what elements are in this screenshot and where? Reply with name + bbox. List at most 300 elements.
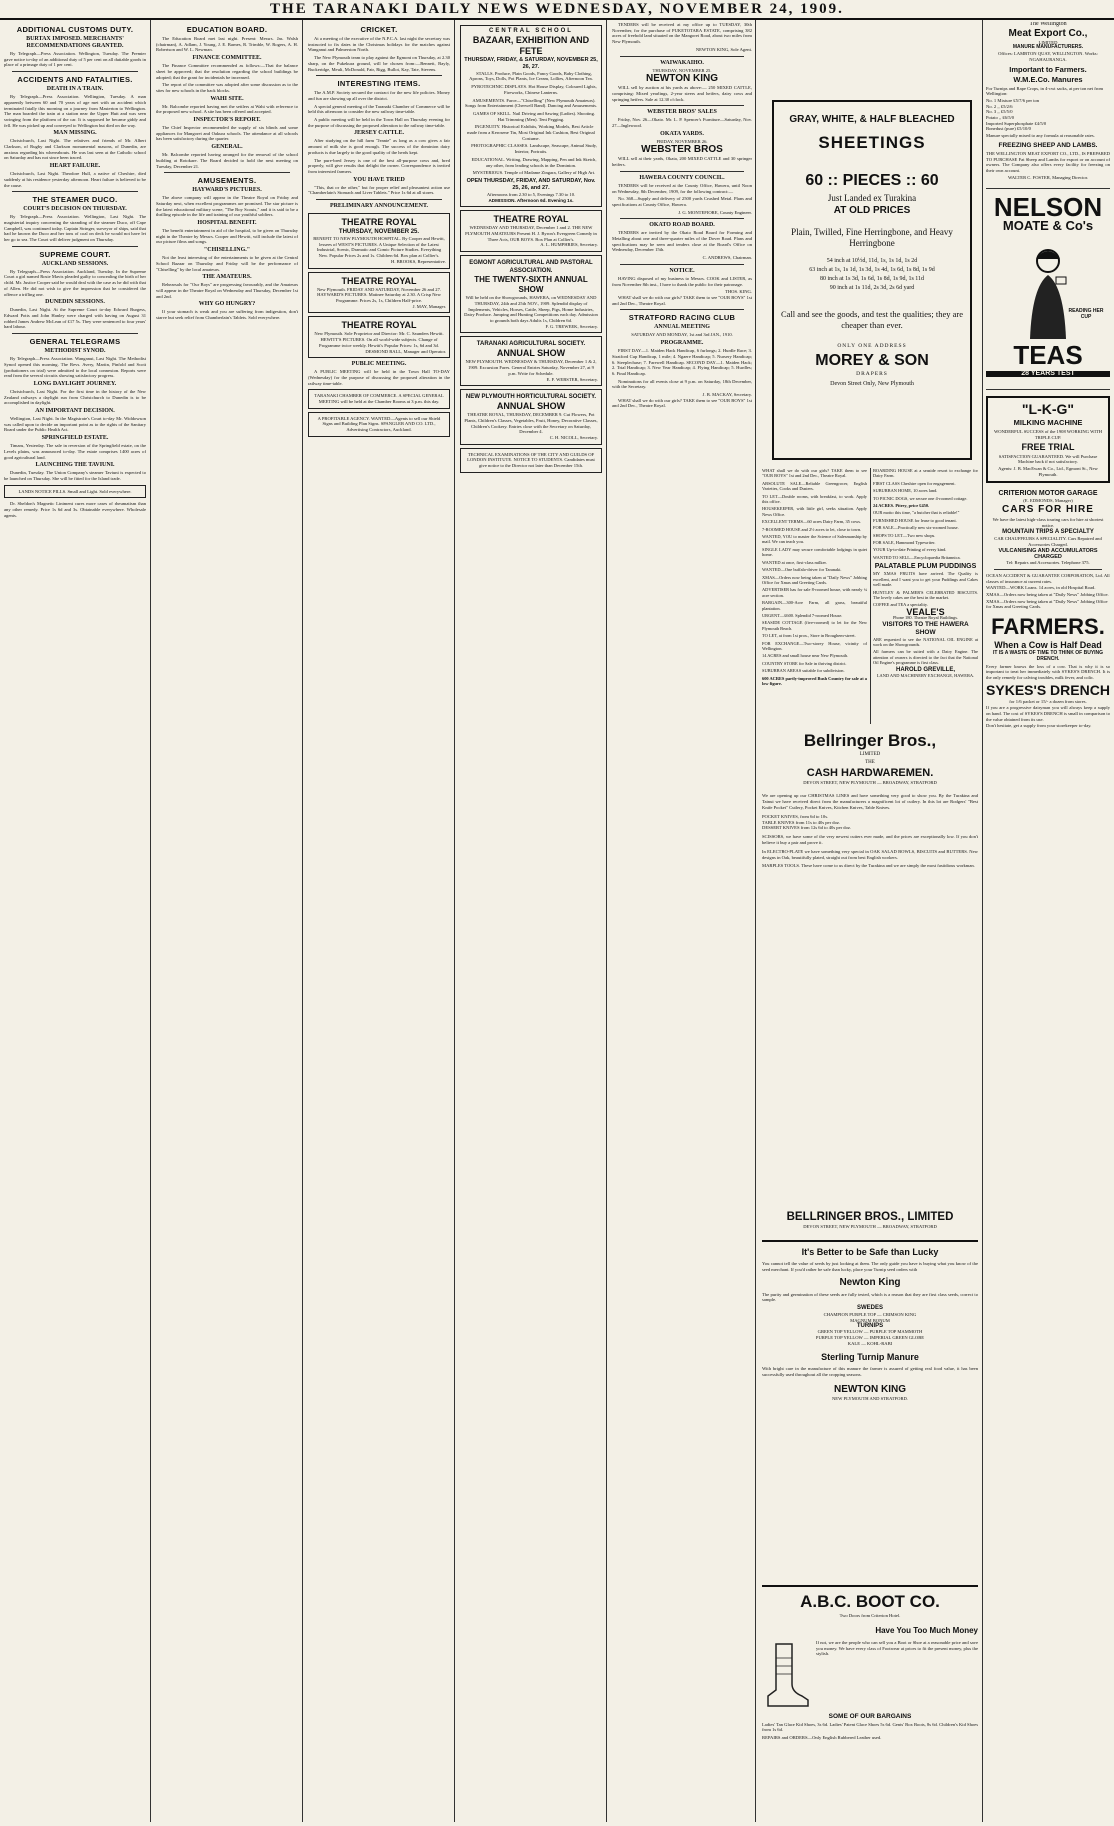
ad-body: REPAIRS and ORDERS—Only English Rubbered Leather used. bbox=[762, 1735, 882, 1741]
classified: OCEAN ACCIDENT & GUARANTEE CORPORATION, Ltd. All classes of insurance at current rates. bbox=[986, 572, 1110, 584]
classified: EXCELLENT TERMS—60 acres Dairy Farm, 35 cows. bbox=[762, 519, 862, 525]
ad-body: For Turnips and Rape Crops, in 4-cwt sacks, at per ton net from Wellington: bbox=[986, 85, 1104, 97]
auctioneer-name: NEWTON KING bbox=[645, 73, 719, 85]
ad-body: We have the latest high-class touring cars for hire at shortest notice. bbox=[992, 517, 1104, 528]
notice-text: TENDERS are invited by the Okato Road Board for Forming and Metalling about one and three-quarter miles of the Dover Road. Plans and specifications may be seen and tenders close at the Board's Office on Wednesday, December 15th. bbox=[612, 230, 752, 253]
ad-title: CASH HARDWAREMEN. bbox=[806, 766, 934, 779]
article-text: The report of the committee was adopted after some discussion as to the sites for new schools in the back blocks. bbox=[156, 82, 298, 93]
price-line: No. 1 Mixture £5/7/6 per ton bbox=[986, 97, 1040, 103]
headline: INTERESTING ITEMS. bbox=[337, 79, 421, 89]
notice-date: FRIDAY, NOVEMBER 26. bbox=[656, 138, 708, 144]
classified: FOR SALE, Hammond Typewriter. bbox=[873, 540, 936, 546]
classified: XMAS—Orders now being taken at "Daily News" Jobbing Office. bbox=[986, 592, 1109, 598]
ad-company-name: Newton King bbox=[839, 1276, 901, 1288]
ad-company-name: A.B.C. BOOT CO. bbox=[800, 1592, 940, 1611]
classified: COUNTRY STORE for Sale in thriving district. bbox=[762, 660, 847, 666]
ad-title: It's Better to be Safe than Lucky bbox=[801, 1247, 939, 1257]
ad-body: WEDNESDAY AND THURSDAY, December 1 and 2. THE NEW PLYMOUTH AMATEURS Present H. J. Byron's Evergreen Comedy in Three Acts, OUR BOYS. Box Plan at Collier's. bbox=[465, 225, 597, 242]
subheadline: INSPECTOR'S REPORT. bbox=[193, 117, 261, 124]
article-text: The A.M.P. Society secured the contract for the new life policies. Money and fun are showing up all over the district. bbox=[308, 90, 450, 101]
advertisement-newton-king-seeds bbox=[762, 1240, 978, 1586]
column-rule bbox=[606, 20, 607, 1822]
ad-text: (E. EDMONDS, Manager) bbox=[1023, 497, 1073, 503]
price-line: 80 inch at 1s 3d, 1s 6d, 1s 8d, 1s 9d, 1s 11d bbox=[819, 276, 925, 282]
article-text: By Telegraph—Press Association. Auckland, Tuesday. In the Supreme Court a girl named Rosie Mavis pleaded guilty to concealing the birth of her child. Mr. Justice Cooper said he would deal with the case as he did with that of Allen. He did not wish to give the impression that he considered the offence a trifling one. bbox=[4, 268, 146, 297]
classified: BARGAIN—300-Acre Farm, all grass, beautiful plantation. bbox=[762, 600, 867, 611]
seed-list: PURPLE TOP YELLOW — IMPERIAL GREEN GLOBE bbox=[815, 1335, 925, 1341]
subheadline: COURT'S DECISION ON THURSDAY. bbox=[23, 206, 127, 213]
ad-heading: GRAY, WHITE, & HALF BLEACHED bbox=[789, 114, 955, 125]
article-text: Wellington, Last Night. In the Magistrate's Court to-day Mr. Widdowson was called upon to decide an important point as to the rights of the Sanitary Board under the Public Health Act. bbox=[4, 416, 146, 433]
ad-body: STALLS. Produce, Plain Goods, Fancy Goods, Baby Clothing, Aprons, Toys, Dolls, Pot Plants, Ice Cream, Lollies, Afternoon Tea. bbox=[469, 70, 593, 82]
column-right bbox=[986, 22, 1110, 1822]
classified: FIRST CLASS Cheshire open for engagement. bbox=[873, 480, 956, 486]
classified: WANTED, YOU to master the Science of Salesmanship by mail. We can teach you. bbox=[762, 534, 867, 545]
classified: 7-ROOMED HOUSE and 2½ acres to let, close to town. bbox=[762, 526, 862, 532]
notice-signature: THOS. KING. bbox=[725, 289, 752, 295]
classified: FURNISHED HOUSE for lease to good tenant. bbox=[873, 517, 957, 523]
subheadline: DUNEDIN SESSIONS. bbox=[45, 299, 105, 306]
price-line: 54 inch at 10½d, 11d, 1s, 1s 1d, 1s 2d bbox=[826, 258, 918, 264]
article-text: Mr. Balcombe reported having arranged for the removal of the school building at Rotokare. The Board decided to hold the next meeting on Tuesday, December 21. bbox=[156, 152, 298, 169]
subheadline: HAWERA COUNTY COUNCIL. bbox=[639, 174, 725, 181]
divider bbox=[12, 71, 138, 72]
column-rule bbox=[454, 20, 455, 1822]
divider bbox=[164, 172, 290, 173]
article-text: The above company will appear in the Theatre Royal on Friday and Saturday next, when excellent programmes are promised. The star picture is the latest educational military scene, "The Boy Scouts," and it is said to be a thrilling episode in the life and training of our youthful soldiers. bbox=[156, 195, 298, 218]
divider bbox=[620, 309, 744, 310]
ad-title: THEATRE ROYAL bbox=[341, 320, 417, 331]
ad-admission: ADMISSION. Afternoon 6d. Evening 1s. bbox=[488, 197, 574, 203]
divider bbox=[316, 199, 442, 200]
article-text: Christchurch, Last Night. The relatives and friends of Mr. Albert Clarkson, of Rugby and Clarkson monumental masons, of Dunedin, are anxious regarding his whereabouts. He was last seen at the Catholic school on Saturday and has not since been traced. bbox=[4, 138, 146, 161]
ad-header: CENTRAL SCHOOL bbox=[489, 28, 573, 34]
article-text: "This, that or the other," but for proper relief and pleasantest action use "Chamberlain's Stomach and Liver Tablets." Price 1s 6d at all stores. bbox=[308, 184, 450, 196]
ad-company-name: Bellringer Bros., bbox=[803, 731, 937, 750]
article-text: The New Plymouth team to play against the Egmont on Thursday, at 2.30 sharp, on the Pukekura ground, will be chosen from:—Bennett, Bayly, Buckeridge, Meuli, McDonald, Fair, Rigg, Bullot, Kay, Tate, Stevens. bbox=[308, 55, 450, 72]
article-text: The Finance Committee recommended as follows:—That the balance sheet be approved; that the resolution regarding the school buildings be adopted; that the grant for incidentals be increased. bbox=[156, 63, 298, 80]
article-text: By Telegraph—Press Association. Wellington, Tuesday. A man apparently between 60 and 70 years of age met with an accident which terminated fatally this morning on a journey from Masterton to Wellington. The man boarded the train at a station near the Upper Hutt and was seen swinging from the platform of the car. It is supposed he became giddy and fell. He was picked up and conveyed to Wellington but died on the way. bbox=[4, 94, 146, 128]
divider bbox=[620, 264, 744, 265]
ad-address: Agents: J. B. MacEwan & Co., Ltd., Egmont St., New Plymouth. bbox=[998, 466, 1098, 477]
headline: ACCIDENTS AND FATALITIES. bbox=[17, 75, 133, 85]
ad-company-name: NEWTON KING bbox=[833, 1384, 907, 1396]
price-line: No. 2 ,, £5/2/6 bbox=[986, 103, 1013, 109]
advertisement-our-boys bbox=[460, 210, 602, 252]
ad-signature: A. L. HUMPHRIES, Secretary. bbox=[540, 242, 598, 248]
ad-body: NEW PLYMOUTH. WEDNESDAY & THURSDAY, December 1 & 2, 1909. Excursion Fares. General Entries Saturday, November 27, at 9 p.m. Write for Schedule. bbox=[465, 359, 597, 376]
column-4 bbox=[460, 22, 602, 1822]
price-line: No. 3 ,, £5/5/0 bbox=[986, 109, 1013, 115]
ad-body: Will be held on the Showgrounds, HAWERA, on WEDNESDAY AND THURSDAY, 24th and 25th NOV., 1909. Splendid display of Implements, Vehicles, Horses, Cattle, Sheep, Pigs, Home Industries, Dairy Produce. Jumping and Hunting Competitions each day. Admission to grounds both days Adults 1s, Children 6d. bbox=[464, 295, 598, 323]
ad-title: FARMERS. bbox=[991, 614, 1105, 640]
headline: THE STEAMER DUCO. bbox=[32, 195, 118, 205]
ad-body: HUNTLEY & PALMER'S CELEBRATED BISCUITS. The lovely cakes are the best in the market. bbox=[873, 589, 978, 600]
divider bbox=[316, 75, 442, 76]
ad-body: Don't hesitate, get a supply from your storekeeper to-day. bbox=[986, 723, 1092, 729]
classified: URGENT—£600. Splendid 7-roomed House. bbox=[762, 612, 843, 618]
ad-address: Offices: LAMBTON QUAY, WELLINGTON. Works: NGAHAURANGA. bbox=[998, 51, 1098, 62]
headline: ADDITIONAL CUSTOMS DUTY. bbox=[16, 25, 134, 34]
notice-text: WHAT shall we do with our girls? TAKE them to see "OUR BOYS" 1st and 2nd Dec., Theatre Royal. bbox=[612, 397, 752, 409]
ad-address: Phone 180. Theatre Royal Buildings. bbox=[892, 615, 959, 621]
ad-body: MARPLES TOOLS. These have come to us direct by the Turakina and we are simply the most fastidious workman. bbox=[762, 863, 975, 869]
notice-text: Friday, Nov. 26—Okato. Mr. L. P. Spencer's Furniture—Saturday, Nov. 27—Inglewood. bbox=[612, 117, 752, 129]
notice-text: WHAT shall we do with our girls? TAKE them to see "OUR BOYS" 1st and 2nd Dec., Theatre Royal. bbox=[612, 294, 752, 306]
advertisement-lkg-milking bbox=[986, 396, 1110, 482]
subheadline: MAN MISSING. bbox=[53, 130, 97, 137]
ad-text: Tel: Repairs and Accessories. Telephone 375. bbox=[1006, 560, 1090, 566]
ad-body: COFFEE and TEA a speciality. bbox=[873, 602, 928, 608]
divider bbox=[620, 171, 744, 172]
ad-body: SATISFACTION GUARANTEED. We will Purchase Machine back if not satisfactory. bbox=[998, 453, 1098, 465]
ad-company-name: CRITERION MOTOR GARAGE bbox=[998, 489, 1098, 497]
headline: CRICKET. bbox=[360, 25, 398, 34]
ad-signature: H. BROOKS, Representative. bbox=[391, 258, 446, 264]
seed-list: MAGNUM BONUM bbox=[850, 1317, 890, 1323]
ad-title: NEW PLYMOUTH HORTICULTURAL SOCIETY. bbox=[465, 394, 597, 401]
ad-text: DRAPERS bbox=[856, 371, 888, 377]
ad-company-name: MOREY & SON bbox=[815, 352, 929, 369]
ad-body: Afternoons from 2.30 to 5, Evenings 7.30 to 10. bbox=[486, 191, 576, 197]
ad-title: SHEETINGS bbox=[818, 133, 926, 152]
ad-body: All farmers can be suited with a Dairy Engine. The attention of owners is directed to the fact that the National Oil Engine's programme is first class. bbox=[873, 649, 978, 666]
column-rule bbox=[150, 20, 151, 1822]
ad-body: GAMES OF SKILL. Nail Driving and Sawing (Ladies). Shooting. Hat Trimming (Men). Tent Pegging. bbox=[472, 110, 596, 122]
article-text: Christchurch, Last Night. For the first time in the history of the New Zealand railways a daylight run from Christchurch to Dunedin is to be accomplished in daylight. bbox=[4, 388, 146, 406]
classified: SHOPS TO LET—Two new shops. bbox=[873, 532, 936, 538]
ad-title: CARS FOR HIRE bbox=[1002, 504, 1094, 516]
classified: SEASIDE COTTAGE (five-roomed) to let for the New Plymouth Beach. bbox=[762, 620, 867, 631]
ad-body: Ladies' Tan Glace Kid Shoes, 3s 6d. Ladies' Patent Glace Shoes 5s 6d. Gents' Box Boots, 8s 6d. Children's Kid Shoes from 1s 6d. bbox=[762, 1721, 978, 1733]
classified: TO LET, at from 1st prox., Store in Broughem-street. bbox=[762, 633, 856, 639]
ad-title: PALATABLE PLUM PUDDINGS bbox=[874, 563, 977, 571]
ad-title: W.M.E.Co. Manures bbox=[1013, 74, 1083, 84]
ad-address: NEW PLYMOUTH AND STRATFORD. bbox=[831, 1396, 909, 1402]
ad-title: When a Cow is Half Dead bbox=[994, 640, 1102, 651]
ad-body: THE WELLINGTON MEAT EXPORT CO., LTD., IS PREPARED TO PURCHASE Fat Sheep and Lambs for export or on account of owners. The Company also offers every facility for freezing on their own account. bbox=[986, 150, 1110, 173]
divider bbox=[994, 569, 1102, 570]
classified: 24 ACRES. Pitrey, price £450. bbox=[873, 503, 930, 509]
subheadline: PRELIMINARY ANNOUNCEMENT. bbox=[329, 203, 429, 210]
advertisement: LANDS NOTICE PILLS. Small and Light. Sold everywhere. bbox=[4, 485, 146, 499]
article-text: At a meeting of the executive of the N.P.C.A. last night the secretary was instructed to fix dates in the Christmas holidays for the matches against Wanganui and Palmerston North. bbox=[308, 36, 450, 53]
ad-text: for 1/6 packet or 15/- a dozen from stores. bbox=[1009, 698, 1087, 704]
price-line: POCKET KNIVES, from 6d to 10s. bbox=[762, 813, 829, 819]
ad-body: The purity and germination of these seeds are fully tested, which is a reason that they are first class seeds, correct to sample. bbox=[762, 1291, 978, 1303]
ad-date: OPEN THURSDAY, FRIDAY, AND SATURDAY, Nov. 25, 26, and 27. bbox=[466, 177, 596, 191]
subheadline: HAYWARD'S PICTURES. bbox=[192, 187, 262, 194]
subheadline: WEBSTER BROS' SALES bbox=[647, 109, 717, 116]
ad-text: ONLY ONE ADDRESS bbox=[837, 343, 907, 349]
classified: HOUSEKEEPER, with little girl, seeks situation. Apply News Office. bbox=[762, 506, 867, 517]
notice-text: TENDERS will be received at the County Office, Hawera, until Noon on Wednesday, 8th December, 1909, for the following contract:— bbox=[612, 182, 752, 194]
ad-body: CAR CHAUFFEURS A SPECIALITY. Cars Repaired and Accessories Charged. bbox=[994, 536, 1102, 548]
ad-title: Sterling Turnip Manure bbox=[821, 1351, 919, 1362]
ad-brand: "L-K-G" bbox=[1021, 401, 1075, 418]
ad-signature: E. F. WEBSTER, Secretary. bbox=[546, 376, 598, 382]
article-text: Dr. Sheldon's Magnetic Liniment cures more cases of rheumatism than any other remedy. Price 1s 6d and 3s. Obtainable everywhere. Wholesale agents. bbox=[4, 501, 146, 518]
advertisement-bazaar bbox=[460, 25, 602, 207]
advertisement-theatre-hayward bbox=[308, 272, 450, 314]
subheadline: JERSEY CATTLE. bbox=[353, 130, 404, 137]
notice-text: Nominations for all events close at 9 p.m. on Saturday, 18th December, with the Secretary. bbox=[612, 378, 752, 390]
ad-address: LAND AND MACHINERY EXCHANGE, HAWERA. bbox=[876, 672, 975, 678]
classified: SINGLE LADY may secure comfortable lodgings in quiet home. bbox=[762, 546, 867, 558]
ad-address: DEVON STREET, NEW PLYMOUTH — BROADWAY, STRATFORD bbox=[803, 779, 937, 785]
ad-body: If you are a progressive dairyman you will always keep a supply on hand. The cost of SYKES'S DRENCH is small in comparison to the value obtained from its use. bbox=[986, 705, 1110, 722]
ad-subtitle: ANNUAL SHOW bbox=[496, 401, 566, 412]
notice-signature: J. B. MACKAY, Secretary. bbox=[702, 392, 752, 398]
divider bbox=[12, 333, 138, 334]
ad-text: MANURE MANUFACTURERS. bbox=[1012, 44, 1084, 51]
subheadline: THE AMATEURS. bbox=[202, 274, 252, 281]
ad-title: FREE TRIAL bbox=[1021, 441, 1075, 452]
ad-body: INGENUITY. Historical Exhibits, Working Models, Best Article made from a Kerosene Tin, Most Original Ink Cushion, Best Original Costume. bbox=[467, 124, 595, 141]
article-text: If your stomach is weak and you are suffering from indigestion, don't starve but seek relief from Chamberlain's Tablets. Sold everywhere. bbox=[156, 309, 298, 321]
classified: XMAS—Orders now being taken at "Daily News" Jobbing Office for Xmas and Greeting Cards. bbox=[762, 574, 867, 585]
seed-list: KALE — KOHL-RABI bbox=[847, 1340, 893, 1346]
classified: 14 ACRES and small house near New Plymouth. bbox=[762, 653, 849, 659]
ad-body: ARE requested to see the NATIONAL OIL ENGINE at work on the Showgrounds. bbox=[873, 636, 978, 647]
ad-text: LIMITED bbox=[1038, 39, 1058, 45]
ad-text: AT OLD PRICES bbox=[833, 205, 911, 216]
ad-company-name: VEALE'S bbox=[906, 606, 945, 617]
ad-text: The Wellington bbox=[1029, 22, 1067, 27]
ad-title: MOUNTAIN TRIPS A SPECIALTY bbox=[1002, 528, 1094, 535]
advertisement-criterion-garage bbox=[986, 489, 1110, 566]
divider bbox=[12, 191, 138, 192]
ad-body: You cannot tell the value of seeds by just looking at them. The only guide you have is buying what you know of the seed merchant. If you'd rather be safe than lucky, place your Turnip seed orders with bbox=[762, 1261, 978, 1272]
subheadline: WAIWAKAIHO. bbox=[660, 59, 704, 66]
ad-text: Plain, Twilled, Fine Herringbone, and Heavy Herringbone bbox=[791, 227, 953, 248]
article-text: Timaru, Yesterday. The sale in reversion of the Springfield estate, on the Levels plains, was announced to-day. The estate comprises 1400 acres of good agricultural land. bbox=[4, 443, 146, 460]
ad-brand: NELSON bbox=[993, 192, 1103, 223]
ad-company-name: HAROLD GREVILLE, bbox=[895, 666, 955, 673]
article-text: A public meeting will be held in the Town Hall on Thursday evening for the purpose of discussing the proposed alteration to the railway time-table. bbox=[308, 117, 450, 128]
ad-text: 28 YEARS TEST bbox=[986, 371, 1110, 377]
article-text: Rehearsals for "Our Boys" are progressing favourably, and the Amateurs will appear in the Theatre Royal on Wednesday and Thursday, December 1st and 2nd. bbox=[156, 282, 298, 299]
ad-title: BAZAAR, EXHIBITION AND FETE bbox=[472, 34, 590, 56]
notice-text: WILL sell by auction at his yards as above:— 250 MIXED CATTLE, comprising: Mixed yearlings, 2-year steers and heifers, dairy cows and springing heifers. Sale at 12.30 o'clock. bbox=[612, 85, 752, 102]
classified: 600 ACRES partly-improved Bush Country for sale at a low figure. bbox=[762, 675, 867, 686]
ad-body: WONDERFUL SUCCESS of the 1908 WORKING WITH TRIPLE CUP. bbox=[993, 429, 1103, 441]
price-line: DESSERT KNIVES from 12s 6d to 40s per doz. bbox=[762, 825, 852, 831]
ad-title: THEATRE ROYAL bbox=[341, 217, 417, 228]
ad-subhead: SWEDES bbox=[856, 1305, 883, 1312]
ad-subtitle: THE TWENTY-SIXTH ANNUAL SHOW bbox=[474, 275, 588, 295]
advertisement-horticultural bbox=[460, 389, 602, 445]
ad-title: THEATRE ROYAL bbox=[493, 214, 569, 225]
notice-text: TENDERS will be received at my office up to TUESDAY, 30th November, for the purchase of PUKETOTARA ESTATE, comprising 382 acres of freehold land situated on the Mangorei Road, about two miles from New Plymouth. bbox=[612, 22, 752, 45]
subheadline: NOTICE. bbox=[669, 267, 695, 274]
subheadline: SPRINGFIELD ESTATE. bbox=[41, 435, 109, 442]
ad-address: Devon Street Only, New Plymouth bbox=[830, 381, 914, 387]
article-text: The Chief Inspector recommended the supply of six blinds and some appliances for Mangorei and Oakura schools. The attendance at all schools has been satisfactory during the quarter. bbox=[156, 125, 298, 142]
ad-company-name: BELLRINGER BROS., LIMITED bbox=[786, 1211, 954, 1223]
ad-body: Manure specially mixed to any formula at reasonable rates. bbox=[986, 133, 1095, 139]
column-rule bbox=[982, 20, 983, 1822]
ad-brand: TEAS bbox=[1013, 340, 1083, 371]
ad-body: We are opening up our CHRISTMAS LINES and have something very good to show you. By the Turakina and Tainui we have received direct from the manufacturers a magnificent lot of cutlery. In this lot are Rodgers' "Best Knife Pocket" Cutlery, Pocket Knives, Kitchen Knives, Table Knives. bbox=[762, 793, 978, 810]
ad-body: EDUCATIONAL. Writing, Drawing, Mapping, Pen and Ink Sketch, any other, from leading schools in the Dominion. bbox=[471, 156, 597, 168]
ad-title: Have You Too Much Money bbox=[875, 1625, 978, 1635]
headline: GENERAL TELEGRAMS bbox=[29, 337, 121, 347]
subheadline: DEATH IN A TRAIN. bbox=[46, 86, 104, 93]
article-text: Christchurch, Last Night. Theodore Hull, a native of Cheshire, died suddenly at his residence yesterday afternoon. Heart failure is believed to be the cause. bbox=[4, 171, 146, 188]
ad-body: MYSTERIOUS. Temple of Madame Zingara, Gallery of High Art. bbox=[472, 170, 596, 176]
classified: WHAT shall we do with our girls? TAKE them to see "OUR BOYS" 1st and 2nd Dec., Theatre Royal. bbox=[762, 468, 867, 479]
advertisement-taranaki-show bbox=[460, 336, 602, 386]
ad-signature: DESMOND BALL, Manager and Operator. bbox=[365, 348, 446, 354]
subheadline: HEART FAILURE. bbox=[49, 163, 101, 170]
subheadline: WAHI SITE. bbox=[210, 95, 244, 102]
classified: WANTED at once, first-class milker. bbox=[762, 559, 827, 565]
column-rule bbox=[302, 20, 303, 1822]
classified: FOR EXCHANGE—Two-storey House, vicinity of Wellington. bbox=[762, 640, 867, 651]
article-text: The benefit entertainment in aid of the hospital, to be given on Thursday night in the Theatre by Messrs. Cooper and Hewitt, will include the latest of our picture films and songs. bbox=[156, 228, 298, 245]
subheadline: METHODIST SYNOD. bbox=[44, 348, 106, 355]
subheadline: OKATA YARDS. bbox=[660, 130, 704, 137]
article-text: The Education Board met last night. Present: Messrs. Jas. Walsh (chairman), A. Adlam, J. Young, J. E. Barnes, R. Trimble, W. Rogers, A. H. Robertson and W. L. Newman. bbox=[156, 36, 298, 53]
column-2 bbox=[156, 22, 298, 1822]
ad-body: THEATRE ROYAL, THURSDAY, DECEMBER 9. Cut Flowers, Pot Plants, Children's Classes, Vegetables, Fruit, Honey, Decorative Classes, Children's Cookery. Entries close with the Secretary on Saturday, December 4. bbox=[464, 412, 598, 435]
price-line: 63 inch at 1s, 1s 1d, 1s 3d, 1s 4d, 1s 6d, 1s 8d, 1s 9d bbox=[809, 267, 935, 273]
advertisement-theatre-benefit bbox=[308, 213, 450, 269]
headline: STRATFORD RACING CLUB bbox=[628, 313, 736, 323]
notice-date: THURSDAY, NOVEMBER 25. bbox=[652, 67, 712, 73]
classified: WANTED—One buffalo-driver for Taranaki. bbox=[762, 567, 842, 573]
advertisement: A PROFITABLE AGENCY. WANTED—Agents to sell our Shield Signs and Building Plan Signs. SPANGLER AND CO. LTD., Advertising Contractors, Auckland. bbox=[308, 412, 450, 437]
article-text: By Telegraph—Press Association. Wellington, Tuesday. The Premier gave notice to-day of an additional duty of 5 per cent on all dutiable goods in place of a primage duty of 1 per cent. bbox=[4, 51, 146, 68]
ad-body: In ELECTRO-PLATE we have something very special in OAK SALAD BOWLS, BISCUITS and BUTTERS. New designs in Oak, beautifully plated, straight out from best English workers. bbox=[762, 848, 978, 860]
seed-list: CHAMPION PURPLE TOP — CRIMSON KING bbox=[823, 1311, 917, 1317]
classified: OUR motto this time, "a butcher that is reliable!" bbox=[873, 510, 960, 516]
ad-text: IT IS A WASTE OF TIME TO THINK OF BUYING DRENCH. bbox=[992, 650, 1104, 662]
column-3 bbox=[308, 22, 450, 1822]
notice-text: FIRST DAY—1. Maiden Hack Handicap, 6 furlongs; 2. Hurdle Race; 3. Stratford Cup Handicap, 1 mile; 4. Ngaere Handicap; 5. Nursery Handicap; 6. Steeplechase; 7. Farewell Handicap. SECOND DAY—1. Maiden Hack; 2. Trial Handicap; 3. New Year Handicap; 4. Flying Handicap; 5. Hurdles; 6. Final Handicap. bbox=[612, 348, 752, 376]
ad-body: New Plymouth. Sole Proprietor and Director: Mr. C. Saunders Hewitt. HEWITT'S PICTURES. On all world-wide subjects. Change of Programme twice weekly. Hewitt's Popular Prices: 1s, 6d and 3d. bbox=[314, 331, 444, 348]
classifieds-block bbox=[762, 468, 978, 724]
ad-pieces: 60 :: PIECES :: 60 bbox=[805, 172, 939, 189]
ad-body: AMUSEMENTS. Farce—"Chiselling" (New Plymouth Amateurs). Songs from Entertainment (Cherwell Band). Dancing and Amusements. bbox=[464, 97, 598, 109]
classified: SUBURBAN AREAS suitable for subdivision. bbox=[762, 668, 845, 674]
divider bbox=[620, 105, 744, 106]
subheadline: LONG DAYLIGHT JOURNEY. bbox=[33, 380, 117, 387]
notice-signature: NEWTON KING, Sole Agent. bbox=[695, 46, 752, 52]
classified: FOR SALE—Practically new six-roomed house. bbox=[873, 525, 959, 531]
column-5 bbox=[612, 22, 752, 1822]
ad-title: EGMONT AGRICULTURAL AND PASTORAL ASSOCIATION. bbox=[469, 260, 593, 275]
ad-text: READING HER CUP bbox=[1068, 308, 1104, 321]
divider bbox=[620, 56, 744, 57]
ad-body: BENEFIT TO NEW PLYMOUTH HOSPITAL. By Cooper and Hewitt, lessees of WEST'S PICTURES. A Unique Selection of the Latest Industrial, Scenic, Dramatic and Comic Picture Studies. Everything New. Popular Prices 2s and 1s. Children 6d. Box plan at Collier's. bbox=[313, 236, 445, 259]
price-line: Potato ,, £6/5/0 bbox=[986, 115, 1015, 121]
ad-body: If not, we are the people who can sell you a Boot or Shoe at a reasonable price and save you money. We have every class of Footwear at prices to fit the present money, plus the stylish. bbox=[816, 1639, 978, 1657]
subheadline: HOSPITAL BENEFIT. bbox=[197, 220, 257, 227]
ad-body: PHOTOGRAPHIC CLASSES. Landscape, Seascape, Animal Study, Interior, Portraits. bbox=[471, 143, 597, 155]
price-line: TABLE KNIVES from 11s to 40s per doz. bbox=[762, 819, 841, 825]
ad-body: SCISSORS, we have some of the very newest cutters ever made, and the prices are exceptionally low. If you don't believe it buy a pair and prove it. bbox=[762, 834, 978, 845]
price-line: Imported Superphosphate £4/5/0 bbox=[986, 120, 1047, 126]
classified: ABSOLUTE SALE—Reliable Greengrocer, English Varieties, Cooks and Dusters. bbox=[762, 480, 867, 492]
subheadline: FINANCE COMMITTEE. bbox=[192, 55, 262, 62]
advertisement-theatre-hewitt bbox=[308, 316, 450, 358]
article-text: Not the least interesting of the entertainments to be given at the Central School Bazaar on Thursday and Friday will be the performance of "Chiselling" by the local amateurs. bbox=[156, 255, 298, 272]
classified: XMAS—Orders now being taken at "Daily News" Jobbing Office for Xmas and Greeting Cards. bbox=[986, 598, 1108, 610]
ad-signature: WALTER C. FOSTER, Managing Director. bbox=[1007, 174, 1089, 180]
advertisement-sykes-drench bbox=[986, 614, 1110, 729]
notice-text: WILL sell at their yards, Okata, 200 MIXED CATTLE and 30 springer heifers. bbox=[612, 156, 752, 168]
column-rule bbox=[755, 20, 756, 1822]
subheadline: ANNUAL MEETING bbox=[654, 324, 710, 331]
ad-body: Every farmer knows the loss of a cow. That is why it is so important to treat her immediately with SYKES'S DRENCH. It is the only remedy for calving troubles, milk fever, and colic. bbox=[986, 663, 1110, 680]
article-text: A PUBLIC MEETING will be held in the Town Hall TO-DAY (Wednesday) for the purpose of discussing the proposed alteration in the railway time-table. bbox=[308, 369, 450, 386]
divider bbox=[12, 246, 138, 247]
ad-title: TARANAKI AGRICULTURAL SOCIETY. bbox=[476, 341, 586, 348]
ad-brand: SYKES'S DRENCH bbox=[986, 681, 1110, 698]
ad-subhead: TURNIPS bbox=[856, 1322, 884, 1329]
advertisement-egmont-show bbox=[460, 255, 602, 333]
subheadline: LAUNCHING THE TAVIUNI. bbox=[35, 462, 115, 469]
notice-text: No. 368—Supply and delivery of 2500 yards Crushed Metal. Plans and specifications at County Office, Hawera. bbox=[612, 196, 752, 207]
subheadline: "CHISELLING." bbox=[203, 247, 251, 254]
ad-text: LIMITED bbox=[859, 752, 881, 757]
subheadline: WHY GO HUNGRY? bbox=[198, 301, 256, 308]
ad-text: Call and see the goods, and test the qualities; they are cheaper than ever. bbox=[781, 309, 963, 330]
divider bbox=[620, 218, 744, 219]
subheadline: GENERAL. bbox=[211, 144, 243, 151]
classified: WANTED TO SELL—Encyclopaedia Britannica. bbox=[873, 554, 961, 560]
classified: WANTED—WORK Loans. 14 acres, in old Hospital Road. bbox=[986, 585, 1096, 591]
ad-body: With bright care in the manufacture of this manure the farmer is assured of getting real food value, it has been successfully used throughout all the cropping seasons. bbox=[762, 1365, 978, 1377]
classified: SUBURBAN HOME, 10 acres land. bbox=[873, 488, 938, 494]
subheadline: AN IMPORTANT DECISION. bbox=[35, 408, 115, 415]
ad-signature: F. G. TREWEEK, Secretary. bbox=[545, 323, 598, 329]
headline: SUPREME COURT. bbox=[39, 249, 111, 259]
ad-body: PYROTECHNIC DISPLAYS. Hot House Display, Coloured Lights, Fireworks, Chinese Lanterns. bbox=[471, 84, 597, 95]
ad-signature: J. MAY, Manager. bbox=[412, 303, 446, 309]
seed-list: GREEN TOP YELLOW — PURPLE TOP MAMMOTH bbox=[817, 1329, 923, 1335]
auctioneer-name: WEBSTER BROS bbox=[641, 144, 723, 156]
ad-title: THEATRE ROYAL bbox=[341, 275, 417, 286]
ad-subhead: SOME OF OUR BARGAINS bbox=[828, 1712, 912, 1720]
boot-icon bbox=[762, 1640, 812, 1710]
advertisement-nelson-moate-tea bbox=[986, 188, 1110, 390]
woman-drinking-tea-icon bbox=[1016, 243, 1080, 339]
subheadline: AUCKLAND SESSIONS. bbox=[41, 260, 109, 267]
price-line: Bonedust (pure) £5/10/0 bbox=[986, 126, 1031, 132]
headline: EDUCATION BOARD. bbox=[186, 25, 268, 34]
ad-text: THE bbox=[865, 759, 875, 765]
advertisement-morey-sheetings bbox=[772, 100, 972, 460]
article-text: A special general meeting of the Taranaki Chamber of Commerce will be held this afternoon to consider the new railway time-table. bbox=[308, 103, 450, 115]
ad-body: MY XMAS FRUITS have arrived. The Quality is excellent, and I want you to get your Puddings and Cakes well made. bbox=[873, 571, 978, 588]
column-1 bbox=[4, 22, 146, 1822]
advertisement-abc-boot bbox=[762, 1585, 978, 1826]
advertisement-bellringer-footer bbox=[762, 1210, 978, 1229]
ad-title: MILKING MACHINE bbox=[1013, 418, 1083, 428]
ad-subtitle: ANNUAL SHOW bbox=[496, 348, 566, 359]
article-text: Mr. Balcombe reported having met the settlers at Wahi with reference to the proposed new school. A site has been offered and accepted. bbox=[156, 103, 298, 115]
ad-address: Two Doors from Criterion Hotel. bbox=[839, 1613, 901, 1618]
article-text: By Telegraph—Press Association. Wellington, Last Night. The magisterial inquiry concerning the stranding of the steamer Duco, off Cape Campbell, was continued today. Captain Stringer, surveyor of ships, said that had he known the Duco and her tons of coal on deck he would not have let her go to sea. The Court will deliver judgment on Thursday. bbox=[4, 214, 146, 243]
ad-brand: MOATE & Co's bbox=[1002, 218, 1094, 234]
article-text: Dunedin, Last Night. At the Supreme Court to-day Edward Burgess, Edward Potts and John Hanley were charged with having on August 31 robbed James Andrew McLean of £17 5s. They were sentenced to four years' hard labour. bbox=[4, 307, 146, 330]
classified: TO LET—Double rooms, with breakfast, to work. Apply this office. bbox=[762, 493, 867, 505]
notice-signature: J. G. MONTEFIORE, County Engineer. bbox=[678, 209, 752, 215]
notice-text: HAVING disposed of my business to Messrs. COOK and LISTER, as from November 8th inst., I have to thank the public for their patronage. bbox=[612, 275, 752, 287]
